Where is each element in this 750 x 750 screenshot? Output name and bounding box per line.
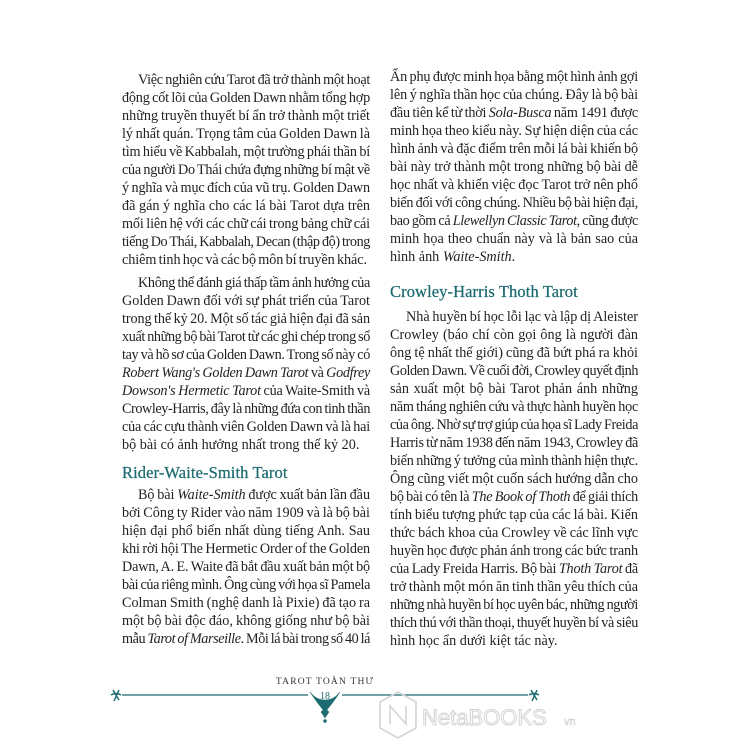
- text-segment: và: [308, 365, 327, 381]
- text-segment: lý nhất quán. Trọng tâm của Golden Dawn là: [122, 126, 370, 142]
- text-segment: trở thành một món ăn tinh thần yêu thích của: [390, 579, 638, 595]
- paragraph-golden-dawn-study: [122, 71, 370, 269]
- text-segment: được xuất bản lần đầu: [245, 487, 371, 503]
- text-line: [122, 400, 370, 418]
- text-segment: minh họa theo kiểu này. Sự hiện diện của các: [390, 123, 638, 139]
- netabooks-watermark: [378, 690, 583, 747]
- text-line: [122, 89, 370, 107]
- text-line: [390, 614, 638, 632]
- italic-title: Waite-Smith: [177, 487, 246, 503]
- paragraph-golden-dawn-influence: [122, 274, 370, 454]
- text-line: [122, 274, 370, 292]
- page-number: 18: [320, 691, 330, 702]
- netabooks-logo-icon: [378, 690, 583, 742]
- text-segment: . Mỗi lá bài trong số 40 lá: [240, 631, 371, 647]
- text-segment: trong thế kỷ 20. Một số tác giả hiện đại đã sản: [122, 311, 370, 327]
- text-line: [390, 212, 638, 230]
- text-line: [390, 434, 638, 452]
- text-line: [390, 194, 638, 212]
- text-segment: minh họa theo chuẩn này và là bản sao của: [390, 231, 638, 247]
- text-segment: đã gán ý nghĩa cho các lá bài Tarot dựa trên: [122, 198, 370, 214]
- text-line: [390, 176, 638, 194]
- italic-title: Robert Wang's Golden Dawn Tarot: [122, 365, 309, 381]
- text-line: [122, 328, 370, 346]
- text-line: [390, 122, 638, 140]
- text-segment: năm 1491 được: [551, 105, 638, 121]
- svg-text:vn: vn: [564, 716, 576, 728]
- text-segment: năm tháng nghiên cứu và thực hành huyền học: [390, 399, 638, 415]
- text-segment: chiêm tinh học và các bộ môn bí truyền khác.: [122, 252, 367, 268]
- text-line: [390, 506, 638, 524]
- text-line: [390, 86, 638, 104]
- text-segment: bài của riêng mình. Ông cùng với họa sĩ Pamela: [122, 577, 370, 593]
- text-line: [390, 596, 638, 614]
- text-segment: tiếng Do Thái, Kabbalah, Decan (thập độ) trong: [122, 234, 370, 250]
- text-line: [122, 630, 370, 648]
- text-segment: khi rời hội The Hermetic Order of the Golden: [122, 541, 370, 557]
- text-segment: Crowley-Harris, đây là những đứa con tinh thần: [122, 401, 370, 417]
- text-line: [122, 540, 370, 558]
- text-segment: lên ý nghĩa thần học của chúng. Đây là bộ bài: [390, 87, 638, 103]
- italic-title: Llewellyn Classic Tarot: [452, 213, 577, 229]
- text-segment: hình ảnh và đặc điểm trên mỗi lá bài khiến bộ: [390, 141, 638, 157]
- text-line: [122, 310, 370, 328]
- text-segment: Nhà huyền bí học lỗi lạc và lập dị Aleister: [406, 309, 638, 325]
- text-line: [122, 576, 370, 594]
- text-segment: ông tệ nhất thế giới) cũng đã bứt phá ra khỏi: [390, 345, 638, 361]
- text-segment: Không thể đánh giá thấp tầm ảnh hưởng của: [138, 275, 370, 291]
- text-segment: hình ảnh: [390, 249, 443, 265]
- text-line: [122, 107, 370, 125]
- text-segment: bởi Công ty Rider vào năm 1909 và là bộ bài: [122, 505, 370, 521]
- text-segment: hình học ẩn dưới kiệt tác này.: [390, 633, 558, 649]
- text-line: [390, 104, 638, 122]
- text-segment: Ẩn phụ được minh họa bằng một hình ảnh gợi: [390, 69, 638, 85]
- text-segment: tính biểu tượng phức tạp của các lá bài. Kiến: [390, 507, 638, 523]
- text-line: [122, 197, 370, 215]
- italic-title: Godfrey: [326, 365, 370, 381]
- text-line: [390, 344, 638, 362]
- text-line: [390, 326, 638, 344]
- paragraph-crowley-thoth: [390, 308, 638, 650]
- text-line: [122, 71, 370, 89]
- text-line: [122, 418, 370, 436]
- text-line: [122, 251, 370, 269]
- text-line: [122, 486, 370, 504]
- text-segment: thức bách khoa của Crowley về các lĩnh vực: [390, 525, 638, 541]
- text-line: [122, 143, 370, 161]
- text-segment: để giải thích: [570, 489, 639, 505]
- text-segment: ý nghĩa và mục đích của vũ trụ. Golden Dawn: [122, 180, 370, 196]
- text-line: [122, 292, 370, 310]
- text-segment: Crowley (báo chí còn gọi ông là người đàn: [390, 327, 638, 343]
- italic-title: Sola-Busca: [488, 105, 552, 121]
- text-segment: , cũng được: [576, 213, 638, 229]
- text-line: [122, 504, 370, 522]
- text-segment: Harris từ năm 1938 đến năm 1943, Crowley đã: [390, 435, 638, 451]
- text-segment: bao gồm cả: [390, 213, 453, 229]
- text-segment: những nhà huyền bí học uyên bác, những người: [390, 597, 638, 613]
- text-line: [390, 380, 638, 398]
- text-segment: những truyền thuyết bí ẩn trở thành một triết: [122, 108, 370, 124]
- text-line: [390, 362, 638, 380]
- text-segment: Bộ bài: [138, 487, 178, 503]
- text-segment: .: [511, 249, 516, 265]
- text-segment: Ông cũng viết một cuốn sách hướng dẫn cho: [390, 471, 638, 487]
- text-segment: tay và hồ sơ của Golden Dawn. Trong số này có: [122, 347, 370, 363]
- italic-title: Waite-Smith: [442, 249, 512, 265]
- text-line: [122, 179, 370, 197]
- italic-title: Dowson's Hermetic Tarot: [122, 383, 261, 399]
- text-segment: hiện đại phổ biến nhất dùng tiếng Anh. Sau: [122, 523, 370, 539]
- watermark-text: NetaBOOKS: [422, 705, 547, 730]
- text-segment: đầu tiên kể từ thời: [390, 105, 489, 121]
- text-line: [390, 488, 638, 506]
- text-line: [390, 524, 638, 542]
- text-segment: mối liên hệ với các chữ cái trong bảng chữ cái: [122, 216, 370, 232]
- text-line: [122, 125, 370, 143]
- text-segment: của người Do Thái chứa đựng những bí mật về: [122, 162, 370, 178]
- italic-title: The Book of Thoth: [471, 489, 571, 505]
- text-segment: Việc nghiên cứu Tarot đã trở thành một hoạt: [138, 72, 370, 88]
- paragraph-waite-smith: [122, 486, 370, 648]
- text-line: [390, 140, 638, 158]
- text-segment: một bộ bài độc đáo, không giống như bộ bài: [122, 613, 370, 629]
- text-segment: biến những ý tưởng của mình thành hiện thực.: [390, 453, 638, 469]
- section-heading-crowley-harris-thoth: Crowley-Harris Thoth Tarot: [390, 282, 578, 301]
- text-segment: sản xuất một bộ bài Tarot phản ánh những: [390, 381, 638, 397]
- text-line: [122, 233, 370, 251]
- text-line: [122, 558, 370, 576]
- text-line: [390, 632, 638, 650]
- text-segment: bài này trở thành một trong những bộ bài dễ: [390, 159, 638, 175]
- text-segment: Colman Smith (nghệ danh là Pixie) đã tạo ra: [122, 595, 370, 611]
- text-line: [390, 230, 638, 248]
- text-segment: đã: [622, 561, 638, 577]
- italic-title: Tarot of Marseille: [147, 631, 241, 647]
- text-segment: học nhất và khiến việc đọc Tarot trở nên phổ: [390, 177, 638, 193]
- text-segment: Golden Dawn đối với sự phát triển của Tarot: [122, 293, 370, 309]
- text-line: [122, 215, 370, 233]
- text-line: [390, 308, 638, 326]
- text-segment: Golden Dawn. Về cuối đời, Crowley quyết định: [390, 363, 638, 379]
- text-line: [122, 436, 370, 454]
- text-line: [122, 522, 370, 540]
- text-segment: của ông. Nhờ sự trợ giúp của họa sĩ Lady Freida: [390, 417, 638, 433]
- text-line: [390, 248, 638, 266]
- text-line: [390, 470, 638, 488]
- text-segment: biến đối với công chúng. Nhiều bộ bài hiện đại,: [390, 195, 638, 211]
- text-line: [122, 594, 370, 612]
- text-segment: mẫu: [122, 631, 148, 647]
- text-segment: của Lady Freida Harris. Bộ bài: [390, 561, 559, 577]
- paragraph-waite-smith-continued: [390, 68, 638, 266]
- text-line: [390, 578, 638, 596]
- section-heading-rider-waite-smith: Rider-Waite-Smith Tarot: [122, 463, 288, 482]
- text-segment: của các cựu thành viên Golden Dawn và là hai: [122, 419, 370, 435]
- text-segment: của Waite-Smith và: [260, 383, 370, 399]
- text-segment: tìm hiểu về Kabbalah, một trường phái thần bí: [122, 144, 370, 160]
- text-line: [390, 158, 638, 176]
- text-segment: bộ bài có tên là: [390, 489, 472, 505]
- text-segment: huyền học được phản ánh trong các bức tranh: [390, 543, 638, 559]
- text-line: [122, 161, 370, 179]
- italic-title: Thoth Tarot: [558, 561, 623, 577]
- text-line: [390, 416, 638, 434]
- text-segment: Dawn, A. E. Waite đã bắt đầu xuất bản một bộ: [122, 559, 370, 575]
- text-line: [122, 382, 370, 400]
- text-line: [122, 612, 370, 630]
- text-line: [390, 398, 638, 416]
- text-segment: xuất những bộ bài Tarot từ các ghi chép trong sổ: [122, 329, 370, 345]
- text-line: [390, 560, 638, 578]
- text-line: [390, 68, 638, 86]
- text-line: [122, 346, 370, 364]
- text-line: [390, 452, 638, 470]
- text-segment: động cốt lõi của Golden Dawn nhằm tổng hợp: [122, 90, 370, 106]
- running-footer-book-title: TAROT TOÀN THƯ: [275, 677, 375, 687]
- text-segment: thích thú với thần thoại, thuyết huyền bí và siêu: [390, 615, 638, 631]
- text-line: [122, 364, 370, 382]
- text-line: [390, 542, 638, 560]
- text-segment: bộ bài có ảnh hưởng nhất trong thế kỷ 20.: [122, 437, 360, 453]
